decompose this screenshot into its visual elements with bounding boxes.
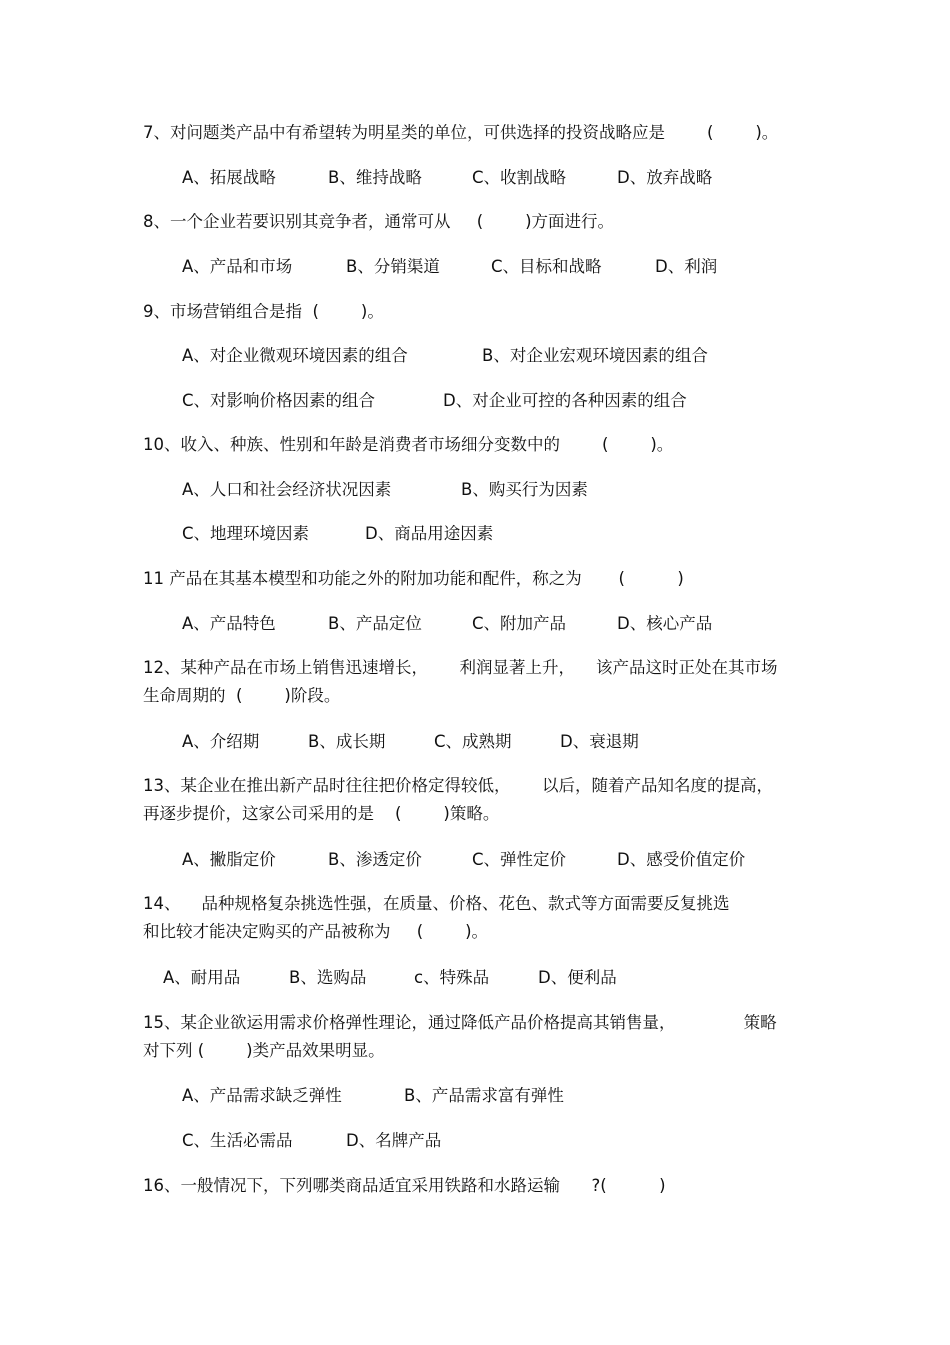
question-9-option-c: C、对影响价格因素的组合 (182, 391, 376, 410)
question-10-text: 10、收入、种族、性别和年龄是消费者市场细分变数中的 ( )。 (143, 435, 674, 454)
question-14-text-line-2: 和比较才能决定购买的产品被称为 ( )。 (143, 922, 489, 941)
question-14-option-a: A、耐用品 (163, 968, 241, 987)
question-12-option-b: B、成长期 (308, 732, 386, 751)
question-8-option-a: A、产品和市场 (182, 257, 293, 276)
question-11-text: 11 产品在其基本模型和功能之外的附加功能和配件，称之为 ( ) (143, 569, 684, 588)
question-15-option-b: B、产品需求富有弹性 (404, 1086, 564, 1105)
question-15-option-c: C、生活必需品 (182, 1131, 293, 1150)
question-8-option-b: B、分销渠道 (346, 257, 440, 276)
question-11-option-c: C、附加产品 (472, 614, 567, 633)
question-10-option-b: B、购买行为因素 (461, 480, 588, 499)
question-13-option-a: A、撇脂定价 (182, 850, 276, 869)
question-11-option-a: A、产品特色 (182, 614, 276, 633)
question-13-option-d: D、感受价值定价 (617, 850, 746, 869)
question-11-option-b: B、产品定位 (328, 614, 422, 633)
question-8-option-d: D、利润 (655, 257, 718, 276)
question-7-option-a: A、拓展战略 (182, 168, 276, 187)
question-12-text-line-2: 生命周期的 ( )阶段。 (143, 686, 341, 705)
question-7-text: 7、对问题类产品中有希望转为明星类的单位，可供选择的投资战略应是 ( )。 (143, 123, 779, 142)
question-13-option-b: B、渗透定价 (328, 850, 422, 869)
question-12-text-line-1: 12、某种产品在市场上销售迅速增长， 利润显著上升， 该产品这时正处在其市场 (143, 658, 778, 677)
question-12-option-c: C、成熟期 (434, 732, 512, 751)
question-15-option-a: A、产品需求缺乏弹性 (182, 1086, 342, 1105)
question-10-option-a: A、人口和社会经济状况因素 (182, 480, 392, 499)
question-11-option-d: D、核心产品 (617, 614, 713, 633)
question-12-option-d: D、衰退期 (560, 732, 639, 751)
question-9-option-b: B、对企业宏观环境因素的组合 (482, 346, 708, 365)
question-14-option-d: D、便利品 (538, 968, 617, 987)
question-9-option-d: D、对企业可控的各种因素的组合 (443, 391, 687, 410)
question-8-option-c: C、目标和战略 (491, 257, 602, 276)
question-14-option-b: B、选购品 (289, 968, 367, 987)
question-15-text-line-1: 15、某企业欲运用需求价格弹性理论，通过降低产品价格提高其销售量， 策略 (143, 1013, 777, 1032)
question-15-text-line-2: 对下列 ( )类产品效果明显。 (143, 1041, 385, 1060)
question-7-option-b: B、维持战略 (328, 168, 422, 187)
question-13-text-line-1: 13、某企业在推出新产品时往往把价格定得较低， 以后，随着产品知名度的提高， (143, 776, 773, 795)
question-14-text-line-1: 14、 品种规格复杂挑选性强，在质量、价格、花色、款式等方面需要反复挑选 (143, 894, 730, 913)
question-7-option-d: D、放弃战略 (617, 168, 713, 187)
question-12-option-a: A、介绍期 (182, 732, 260, 751)
question-8-text: 8、一个企业若要识别其竞争者，通常可从 ( )方面进行。 (143, 212, 615, 231)
question-13-text-line-2: 再逐步提价，这家公司采用的是 ( )策略。 (143, 804, 500, 823)
question-7-option-c: C、收割战略 (472, 168, 567, 187)
question-9-option-a: A、对企业微观环境因素的组合 (182, 346, 408, 365)
question-10-option-d: D、商品用途因素 (365, 524, 494, 543)
question-15-option-d: D、名牌产品 (346, 1131, 442, 1150)
question-13-option-c: C、弹性定价 (472, 850, 567, 869)
question-10-option-c: C、地理环境因素 (182, 524, 310, 543)
question-14-option-c: c、特殊品 (414, 968, 490, 987)
question-16-text: 16、一般情况下，下列哪类商品适宜采用铁路和水路运输 ?( ) (143, 1176, 666, 1195)
question-9-text: 9、市场营销组合是指 ( )。 (143, 302, 384, 321)
